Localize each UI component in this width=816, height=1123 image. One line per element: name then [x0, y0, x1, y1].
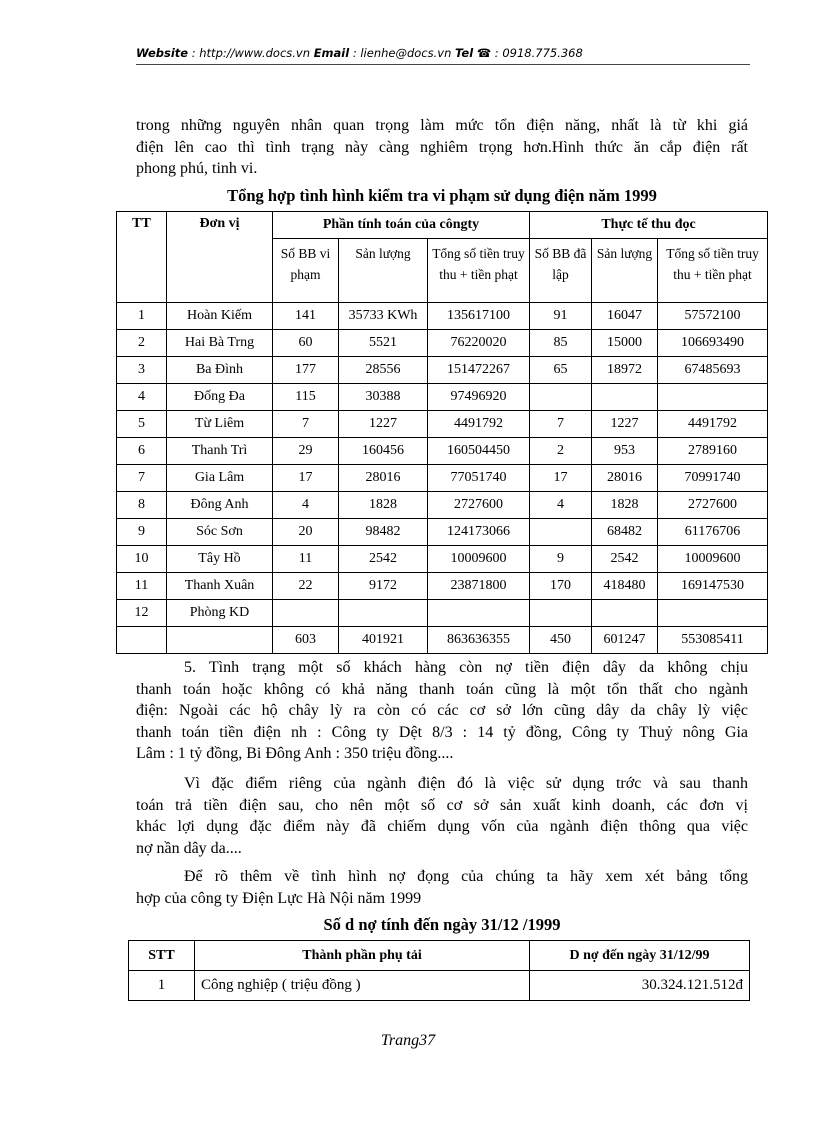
cell-a-total: 61176706: [658, 519, 768, 546]
cell-c-bb: 603: [273, 627, 339, 654]
cell-a-bb: [530, 600, 592, 627]
page-header: [136, 46, 748, 60]
header-actual-bb: Số BB đã lập: [530, 239, 592, 303]
cell-c-total: 135617100: [428, 303, 530, 330]
email-label: Email: [313, 46, 350, 60]
cell-c-bb: 11: [273, 546, 339, 573]
usage-paragraph: [136, 773, 748, 859]
cell-tt: 5: [117, 411, 167, 438]
text-line: thanh toán tiền điện nh : Công ty Dệt 8/3 : 14 tỷ đồng, Công ty Thuỷ nông Gia: [136, 723, 748, 741]
cell-a-bb: 2: [530, 438, 592, 465]
text-line: thanh toán hoặc không có khả năng thanh toán cũng là một tổn thất cho ngành: [136, 680, 748, 698]
table-row: [117, 303, 768, 330]
text-line: khác lợi dụng đặc điểm này đã chiếm dụng vốn của ngành điện thông qua việc: [136, 818, 748, 835]
header-actual-output: Sản lượng: [592, 239, 658, 303]
cell-unit: Đông Anh: [167, 492, 273, 519]
table-row: [117, 438, 768, 465]
cell-c-total: 10009600: [428, 546, 530, 573]
cell-a-output: [592, 600, 658, 627]
cell-tt: 2: [117, 330, 167, 357]
cell-a-bb: [530, 519, 592, 546]
header-actual-total: Tổng số tiền truy thu + tiền phạt: [658, 239, 768, 303]
cell-c-output: 160456: [339, 438, 428, 465]
cell-unit: Ba Đình: [167, 357, 273, 384]
cell-a-output: 68482: [592, 519, 658, 546]
header-company-group: Phần tính toán của côngty: [273, 212, 530, 239]
text-line: Để rõ thêm về tình hình nợ đọng của chúng ta hãy xem xét bảng tổng: [184, 868, 748, 885]
table-header-row: [117, 212, 768, 239]
cell-tt: 4: [117, 384, 167, 411]
cell-a-total: 10009600: [658, 546, 768, 573]
cell-unit: Thanh Xuân: [167, 573, 273, 600]
cell-c-bb: 177: [273, 357, 339, 384]
cell-c-output: 28556: [339, 357, 428, 384]
cell-tt: 1: [117, 303, 167, 330]
cell-tt: [117, 627, 167, 654]
cell-a-output: 16047: [592, 303, 658, 330]
cell-c-total: [428, 600, 530, 627]
header-unit: Đơn vị: [167, 212, 273, 303]
text-line: toán trả tiền điện sau, cho nên một số cơ sở sản xuất kinh doanh, các đơn vị: [136, 796, 748, 814]
cell-a-output: 2542: [592, 546, 658, 573]
cell-a-bb: [530, 384, 592, 411]
cell-tt: 8: [117, 492, 167, 519]
cell-a-total: 169147530: [658, 573, 768, 600]
cell-c-total: 4491792: [428, 411, 530, 438]
cell-a-bb: 17: [530, 465, 592, 492]
cell-c-total: 151472267: [428, 357, 530, 384]
text-line: trong những nguyên nhân quan trọng làm mức tổn điện năng, nhất là từ khi giá: [136, 117, 748, 134]
cell-a-bb: 7: [530, 411, 592, 438]
header-actual-group: Thực tế thu đọc: [530, 212, 768, 239]
cell-a-total: 553085411: [658, 627, 768, 654]
cell-tt: 10: [117, 546, 167, 573]
website-label: Website: [136, 46, 189, 60]
cell-tt: 3: [117, 357, 167, 384]
cell-c-output: 30388: [339, 384, 428, 411]
cell-c-total: 2727600: [428, 492, 530, 519]
cell-a-total: 67485693: [658, 357, 768, 384]
cell-a-bb: 65: [530, 357, 592, 384]
table-row: [117, 465, 768, 492]
cell-a-total: 2727600: [658, 492, 768, 519]
debt-table: [128, 940, 750, 1001]
cell-a-output: 953: [592, 438, 658, 465]
cell-c-output: 2542: [339, 546, 428, 573]
cell-a-total: 70991740: [658, 465, 768, 492]
header-divider: [136, 64, 750, 65]
cell-unit: Phòng KD: [167, 600, 273, 627]
cell-c-output: 5521: [339, 330, 428, 357]
cell-unit: Sóc Sơn: [167, 519, 273, 546]
cell-c-output: 1227: [339, 411, 428, 438]
cell-c-bb: 60: [273, 330, 339, 357]
violation-table: [116, 211, 768, 654]
cell-unit: Gia Lâm: [167, 465, 273, 492]
email-value: : lienhe@docs.vn: [352, 46, 452, 60]
table-row: [117, 384, 768, 411]
cell-a-total: [658, 384, 768, 411]
cell-tt: 12: [117, 600, 167, 627]
cell-a-output: 18972: [592, 357, 658, 384]
cell-a-output: 28016: [592, 465, 658, 492]
table-row: [117, 411, 768, 438]
cell-a-output: 1227: [592, 411, 658, 438]
phone-icon: ☎: [476, 46, 492, 60]
header-company-total: Tổng số tiền truy thu + tiền phạt: [428, 239, 530, 303]
debt-component: Công nghiệp ( triệu đồng ): [195, 971, 530, 1001]
cell-c-total: 863636355: [428, 627, 530, 654]
text-line: 5. Tình trạng một số khách hàng còn nợ tiền điện dây da không chịu: [184, 659, 748, 676]
header-stt: STT: [129, 941, 195, 971]
cell-c-output: 98482: [339, 519, 428, 546]
cell-unit: Thanh Trì: [167, 438, 273, 465]
cell-a-output: 1828: [592, 492, 658, 519]
cell-a-bb: 4: [530, 492, 592, 519]
table-row: [117, 492, 768, 519]
cell-c-bb: 141: [273, 303, 339, 330]
table-row: [117, 519, 768, 546]
cell-tt: 9: [117, 519, 167, 546]
text-line: Lâm : 1 tỷ đồng, Bi Đông Anh : 350 triệu đồng....: [136, 745, 454, 762]
section-5-paragraph: [136, 657, 748, 765]
cell-c-bb: 115: [273, 384, 339, 411]
debt-intro-paragraph: [136, 866, 748, 909]
text-line: phong phú, tinh vi.: [136, 160, 258, 177]
cell-a-bb: 85: [530, 330, 592, 357]
cell-a-bb: 450: [530, 627, 592, 654]
table-row: [117, 330, 768, 357]
table-row: [117, 573, 768, 600]
debt-stt: 1: [129, 971, 195, 1001]
cell-a-output: 601247: [592, 627, 658, 654]
cell-tt: 7: [117, 465, 167, 492]
header-tt: TT: [117, 212, 167, 303]
cell-c-bb: 7: [273, 411, 339, 438]
text-line: điện lên cao thì tình trạng này càng nghiêm trọng hơn.Hình thức ăn cắp điện rất: [136, 138, 748, 156]
cell-a-total: 57572100: [658, 303, 768, 330]
header-company-output: Sản lượng: [339, 239, 428, 303]
website-value: : http://www.docs.vn: [191, 46, 311, 60]
cell-a-bb: 9: [530, 546, 592, 573]
debt-row: [129, 971, 750, 1001]
tel-value: : 0918.775.368: [494, 46, 583, 60]
text-line: điện: Ngoài các hộ chây lỳ ra còn có các cơ sở lớn cũng dây da chây lỳ việc: [136, 702, 748, 719]
cell-tt: 6: [117, 438, 167, 465]
cell-c-total: 97496920: [428, 384, 530, 411]
cell-c-bb: [273, 600, 339, 627]
cell-a-total: [658, 600, 768, 627]
cell-c-total: 23871800: [428, 573, 530, 600]
cell-a-output: 15000: [592, 330, 658, 357]
text-line: nợ nần dây da....: [136, 839, 242, 857]
text-line: Vì đặc điểm riêng của ngành điện đó là việc sử dụng trớc và sau thanh: [184, 775, 748, 792]
header-component: Thành phần phụ tải: [195, 941, 530, 971]
cell-a-bb: 91: [530, 303, 592, 330]
header-company-bb: Số BB vi phạm: [273, 239, 339, 303]
tel-label: Tel: [455, 46, 474, 60]
cell-c-bb: 20: [273, 519, 339, 546]
cell-a-output: 418480: [592, 573, 658, 600]
text-line: hợp của công ty Điện Lực Hà Nội năm 1999: [136, 889, 422, 907]
cell-c-output: 9172: [339, 573, 428, 600]
cell-c-output: 401921: [339, 627, 428, 654]
cell-a-bb: 170: [530, 573, 592, 600]
table-body: [117, 303, 768, 654]
debt-header-row: [129, 941, 750, 971]
cell-unit: Hai Bà Trng: [167, 330, 273, 357]
cell-a-output: [592, 384, 658, 411]
cell-unit: Từ Liêm: [167, 411, 273, 438]
cell-tt: 11: [117, 573, 167, 600]
cell-c-bb: 22: [273, 573, 339, 600]
cell-c-output: 35733 KWh: [339, 303, 428, 330]
intro-paragraph: [136, 115, 748, 180]
page-number: Trang37: [380, 1032, 436, 1049]
violation-table-title: Tổng hợp tình hình kiểm tra vi phạm sử dụng điện năm 1999: [227, 186, 657, 205]
header-balance: D nợ đến ngày 31/12/99: [530, 941, 750, 971]
table-row: [117, 600, 768, 627]
debt-balance: 30.324.121.512đ: [530, 971, 750, 1001]
cell-c-total: 76220020: [428, 330, 530, 357]
cell-c-bb: 4: [273, 492, 339, 519]
cell-c-bb: 29: [273, 438, 339, 465]
cell-c-output: 1828: [339, 492, 428, 519]
cell-a-total: 4491792: [658, 411, 768, 438]
cell-unit: Hoàn Kiếm: [167, 303, 273, 330]
table-row: [117, 357, 768, 384]
debt-table-title: Số d nợ tính đến ngày 31/12 /1999: [323, 915, 561, 934]
cell-a-total: 2789160: [658, 438, 768, 465]
cell-c-output: [339, 600, 428, 627]
cell-c-total: 160504450: [428, 438, 530, 465]
cell-unit: [167, 627, 273, 654]
cell-c-total: 124173066: [428, 519, 530, 546]
total-row: [117, 627, 768, 654]
table-row: [117, 546, 768, 573]
cell-a-total: 106693490: [658, 330, 768, 357]
cell-c-total: 77051740: [428, 465, 530, 492]
cell-c-bb: 17: [273, 465, 339, 492]
cell-c-output: 28016: [339, 465, 428, 492]
cell-unit: Tây Hồ: [167, 546, 273, 573]
cell-unit: Đống Đa: [167, 384, 273, 411]
